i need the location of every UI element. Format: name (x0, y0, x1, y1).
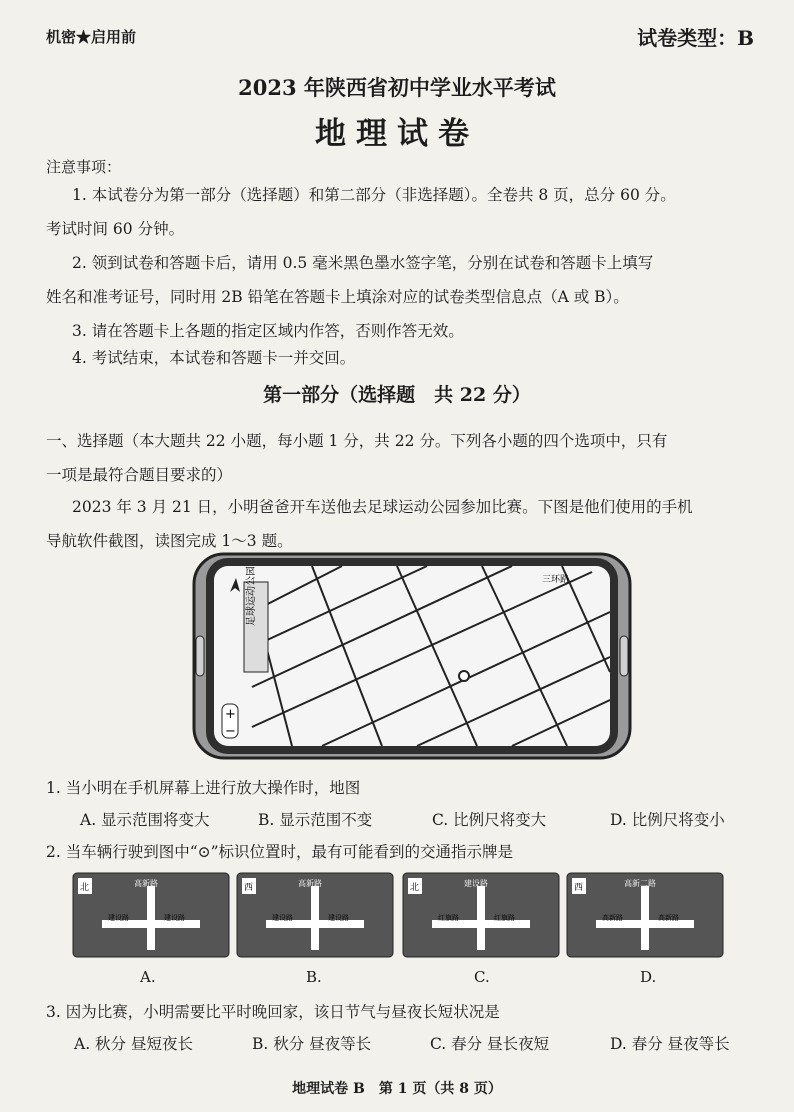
sign-top-road: 建设路 (464, 879, 488, 888)
page-footer: 地理试卷 B 第 1 页（共 8 页） (292, 1081, 502, 1097)
phone-screen (214, 566, 610, 746)
part1-instructions (46, 424, 758, 492)
notice-item-2 (46, 246, 758, 314)
direction-label: 西 (244, 883, 254, 893)
notice-item-1 (46, 178, 758, 246)
zoom-out-icon: − (225, 724, 236, 739)
direction-label: 西 (574, 883, 584, 893)
sign-right-road: 建设路 (328, 914, 349, 922)
q2-sign-d-label: D. (640, 968, 657, 986)
sign-right-road: 建设路 (164, 914, 185, 922)
sign-top-road: 高新路 (134, 879, 158, 888)
q2-sign-a-label: A. (140, 968, 156, 986)
sign-left-road: 建设路 (108, 914, 129, 922)
zoom-in-icon: + (225, 707, 236, 722)
q2-sign-d[interactable] (566, 872, 724, 962)
q2-stem: 2. 当车辆行驶到图中“⊙”标识位置时，最有可能看到的交通指示牌是 (46, 843, 514, 861)
map-label-ring-road: 三环路 (542, 575, 570, 585)
exam-title: 2023 年陕西省初中学业水平考试 (238, 75, 556, 100)
q3-stem: 3. 因为比赛，小明需要比平时晚回家，该日节气与昼夜长短状况是 (46, 1003, 500, 1021)
notice-item-1-line-1: 1. 本试卷分为第一部分（选择题）和第二部分（非选择题）。全卷共 8 页，总分 60 分。 (72, 186, 676, 204)
phone-side-button-left (196, 636, 204, 676)
part1-title: 第一部分（选择题 共 22 分） (263, 384, 531, 406)
phone-navigation-map (192, 552, 632, 760)
sign-right-road: 高新路 (658, 914, 679, 922)
confidential-label: 机密★启用前 (46, 28, 137, 46)
q2-sign-b[interactable] (236, 872, 394, 962)
sign-left-road: 高新路 (602, 914, 623, 922)
q3-option-d[interactable]: D. 春分 昼夜等长 (610, 1035, 730, 1053)
notice-item-1-line-2: 考试时间 60 分钟。 (46, 220, 185, 238)
map-label-park: 足球运动公园 (246, 566, 257, 626)
paper-type-label: 试卷类型：B (637, 26, 754, 50)
q2-sign-c[interactable] (402, 872, 560, 962)
q2-sign-a[interactable] (72, 872, 230, 962)
notice-item-3 (46, 314, 758, 348)
q2-sign-c-label: C. (474, 968, 490, 986)
q3-option-b[interactable]: B. 秋分 昼夜等长 (252, 1035, 372, 1053)
part1-intro-line-2: 导航软件截图，读图完成 1～3 题。 (46, 532, 293, 550)
sign-right-road: 红旗路 (494, 914, 515, 922)
q1-option-b[interactable]: B. 显示范围不变 (258, 811, 373, 829)
q1-option-c[interactable]: C. 比例尺将变大 (432, 811, 547, 829)
vehicle-position-marker (459, 671, 469, 681)
subject-title: 地理试卷 (315, 116, 479, 152)
part1-intro-line-1: 2023 年 3 月 21 日，小明爸爸开车送他去足球运动公园参加比赛。下图是他们使用的手机 (72, 498, 693, 516)
sign-c-graphic (402, 872, 560, 958)
sign-left-road: 红旗路 (438, 914, 459, 922)
part1-instr-line-2: 一项是最符合题目要求的） (46, 466, 233, 484)
phone-map-svg (192, 552, 632, 760)
sign-top-road: 高新二路 (624, 879, 656, 888)
sign-left-road: 建设路 (272, 914, 293, 922)
q2-sign-b-label: B. (306, 968, 322, 986)
phone-side-button-right (620, 636, 628, 676)
notice-item-3-text: 3. 请在答题卡上各题的指定区域内作答，否则作答无效。 (72, 322, 464, 340)
direction-label: 北 (80, 883, 90, 893)
notice-item-4-text: 4. 考试结束，本试卷和答题卡一并交回。 (72, 349, 356, 367)
sign-a-graphic (72, 872, 230, 958)
q1-stem: 1. 当小明在手机屏幕上进行放大操作时，地图 (46, 779, 361, 797)
q3-option-c[interactable]: C. 春分 昼长夜短 (430, 1035, 550, 1053)
notice-item-2-line-1: 2. 领到试卷和答题卡后，请用 0.5 毫米黑色墨水签字笔，分别在试卷和答题卡上填写 (72, 254, 654, 272)
notice-heading: 注意事项： (46, 158, 122, 176)
q3-option-a[interactable]: A. 秋分 昼短夜长 (74, 1035, 193, 1053)
part1-intro (46, 490, 758, 558)
sign-b-graphic (236, 872, 394, 958)
direction-label: 北 (410, 883, 420, 893)
q1-option-d[interactable]: D. 比例尺将变小 (610, 811, 725, 829)
sign-d-graphic (566, 872, 724, 958)
q1-option-a[interactable]: A. 显示范围将变大 (80, 811, 210, 829)
part1-instr-line-1: 一、选择题（本大题共 22 小题，每小题 1 分，共 22 分。下列各小题的四个选项中，只有 (46, 432, 668, 450)
notice-item-4 (46, 348, 758, 368)
sign-top-road: 高新路 (298, 879, 322, 888)
notice-item-2-line-2: 姓名和准考证号，同时用 2B 铅笔在答题卡上填涂对应的试卷类型信息点（A 或 B）。 (46, 288, 629, 306)
